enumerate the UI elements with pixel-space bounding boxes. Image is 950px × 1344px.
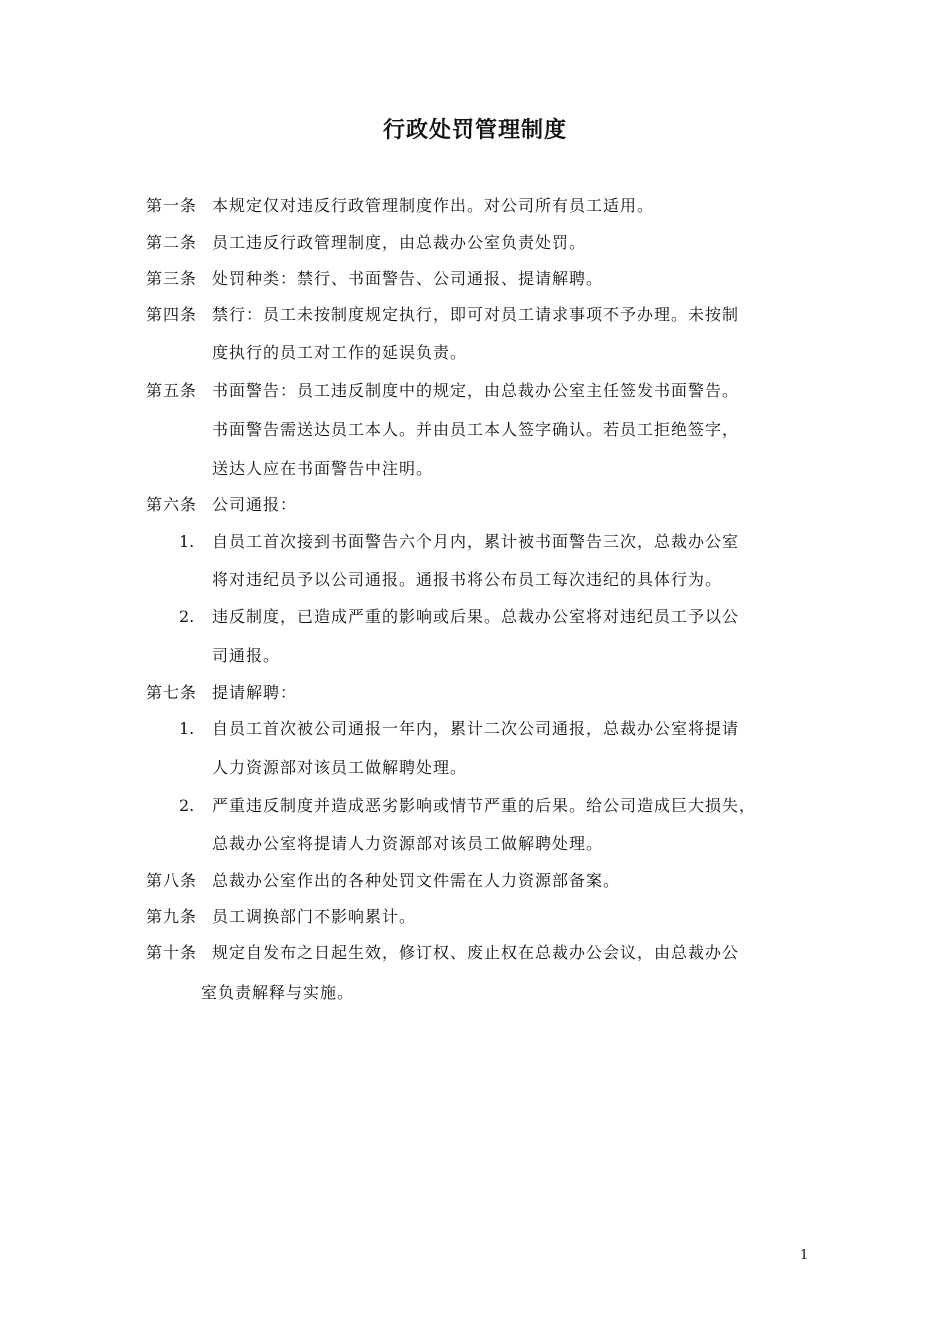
- document-title: 行政处罚管理制度: [382, 118, 567, 143]
- article-text: 本规定仅对违反行政管理制度作出。对公司所有员工适用。: [212, 196, 655, 215]
- article-10-continuation: 室负责解释与实施。: [201, 983, 355, 1002]
- article-9: [146, 906, 416, 928]
- article-label: 第四条: [146, 305, 198, 324]
- article-label: 第五条: [146, 381, 198, 400]
- list-item-text: 违反制度，已造成严重的影响或后果。总裁办公室将对违纪员工予以公: [212, 607, 740, 626]
- article-text: 员工违反行政管理制度，由总裁办公室负责处罚。: [212, 233, 587, 252]
- article-4: [146, 304, 739, 326]
- article-label: 第一条: [146, 196, 198, 215]
- article-label: 第十条: [146, 943, 198, 962]
- article-6: [146, 494, 297, 516]
- article-label: 第三条: [146, 269, 198, 288]
- article-1: [146, 195, 654, 217]
- article-text: 公司通报：: [212, 495, 298, 514]
- list-item-text: 严重违反制度并造成恶劣影响或情节严重的后果。给公司造成巨大损失，: [212, 796, 757, 815]
- article-text: 员工调换部门不影响累计。: [212, 907, 417, 926]
- article-text: 处罚种类：禁行、书面警告、公司通报、提请解聘。: [212, 269, 604, 288]
- list-item-text: 将对违纪员予以公司通报。通报书将公布员工每次违纪的具体行为。: [212, 570, 723, 589]
- article-text: 总裁办公室作出的各种处罚文件需在人力资源部备案。: [212, 871, 621, 890]
- list-number: 2.: [179, 607, 195, 626]
- list-item-text: 总裁办公室将提请人力资源部对该员工做解聘处理。: [212, 834, 604, 853]
- article-label: 第六条: [146, 495, 198, 514]
- article-label: 第九条: [146, 907, 198, 926]
- article-label: 第二条: [146, 233, 198, 252]
- article-label: 第八条: [146, 871, 198, 890]
- list-number: 1.: [179, 532, 195, 551]
- list-item-text: 司通报。: [212, 646, 281, 665]
- list-item-text: 自员工首次被公司通报一年内，累计二次公司通报，总裁办公室将提请: [212, 719, 740, 738]
- article-label: 第七条: [146, 683, 198, 702]
- list-item-text: 自员工首次接到书面警告六个月内，累计被书面警告三次，总裁办公室: [212, 532, 740, 551]
- article-3: [146, 268, 603, 290]
- list-number: 2.: [179, 796, 195, 815]
- article-5-continuation: 书面警告需送达员工本人。并由员工本人签字确认。若员工拒绝签字，: [212, 420, 740, 439]
- article-4-continuation: 度执行的员工对工作的延误负责。: [212, 343, 468, 362]
- article-text: 书面警告：员工违反制度中的规定，由总裁办公室主任签发书面警告。: [212, 381, 740, 400]
- list-number: 1.: [179, 719, 195, 738]
- article-10: [146, 942, 739, 964]
- article-text: 规定自发布之日起生效，修订权、废止权在总裁办公会议，由总裁办公: [212, 943, 740, 962]
- article-5-continuation: 送达人应在书面警告中注明。: [212, 459, 434, 478]
- article-text: 提请解聘：: [212, 683, 298, 702]
- page-number: 1: [800, 1248, 809, 1263]
- article-8: [146, 870, 620, 892]
- article-2: [146, 232, 586, 254]
- article-text: 禁行：员工未按制度规定执行，即可对员工请求事项不予办理。未按制: [212, 305, 740, 324]
- list-item-text: 人力资源部对该员工做解聘处理。: [212, 758, 468, 777]
- article-5: [146, 380, 739, 402]
- article-7: [146, 682, 297, 704]
